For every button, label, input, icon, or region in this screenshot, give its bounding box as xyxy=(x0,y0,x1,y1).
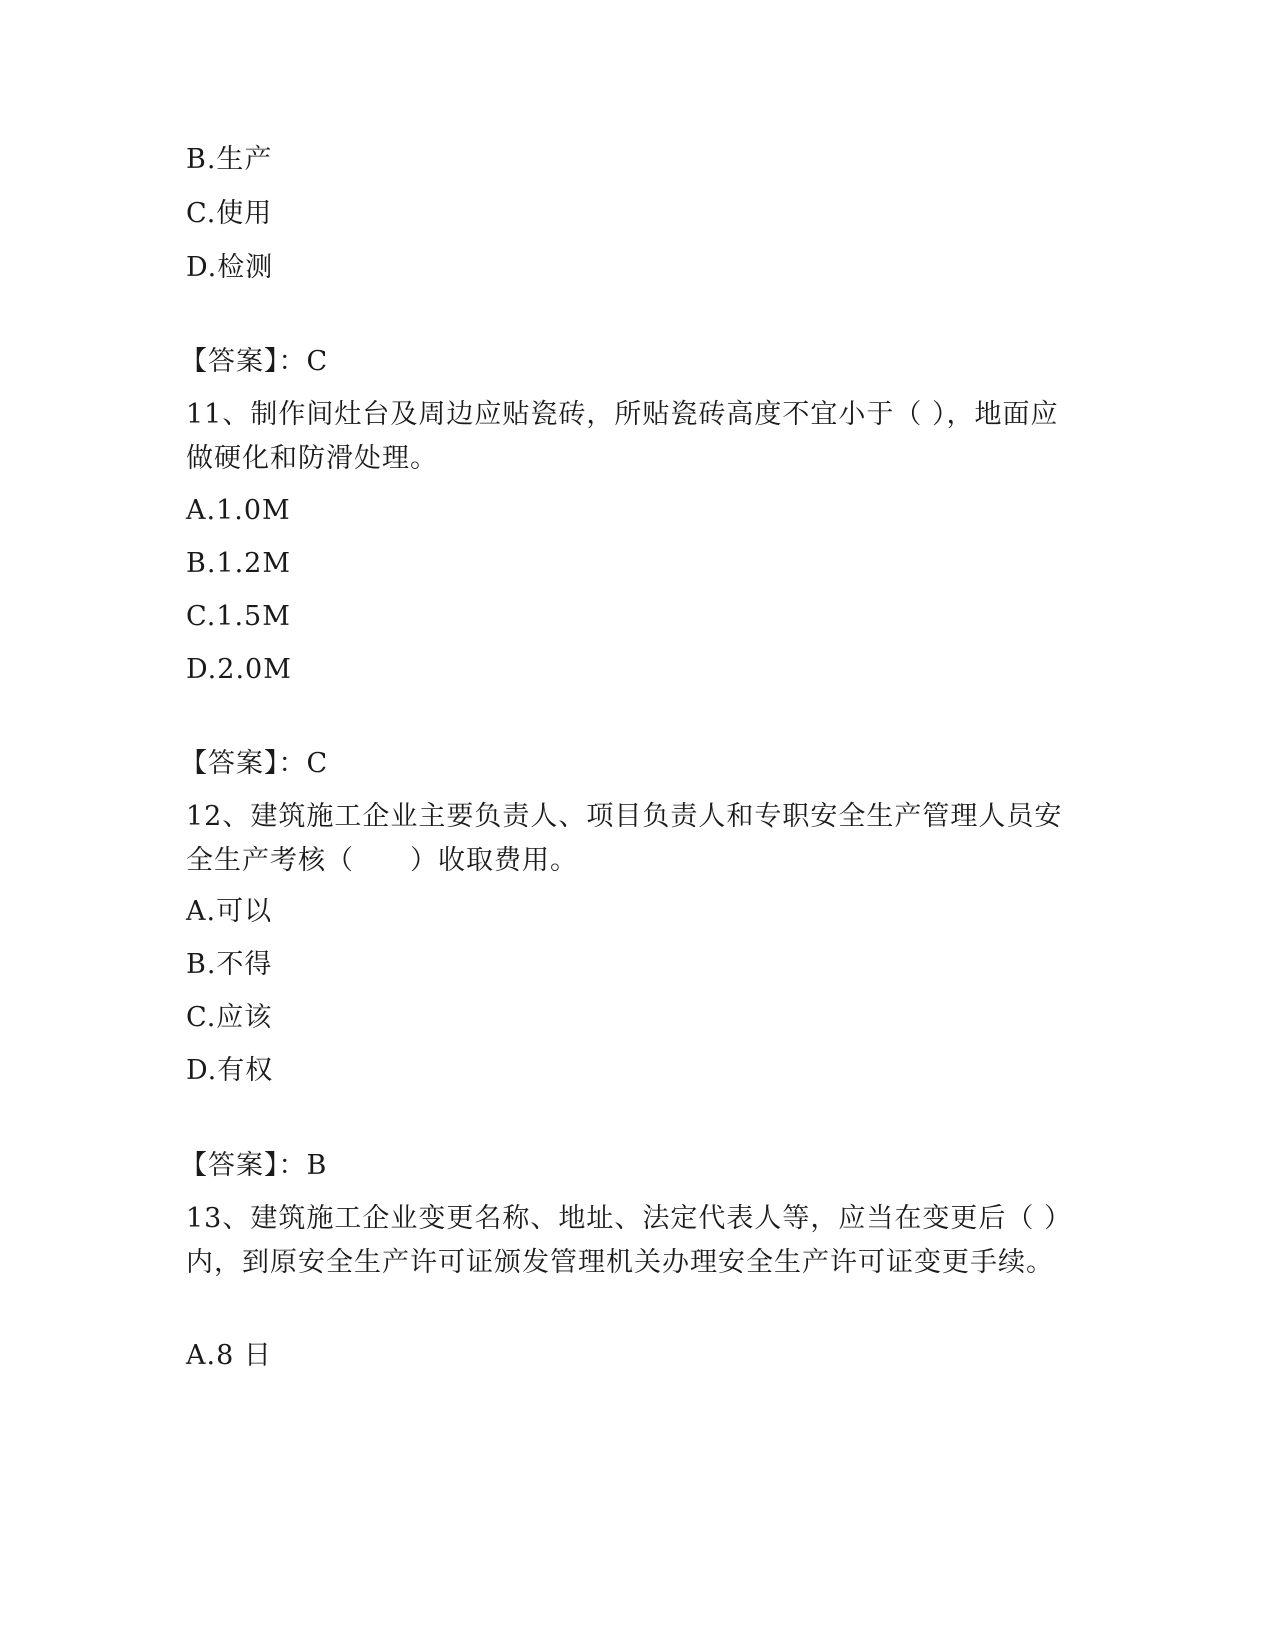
q11-option-b: B.1.2M xyxy=(186,548,292,579)
option-b: B.生产 xyxy=(186,144,273,175)
q11-option-c: C.1.5M xyxy=(186,601,291,632)
answer-line xyxy=(180,346,328,378)
question-11-stem: 11、制作间灶台及周边应贴瓷砖，所贴瓷砖高度不宜小于（ ），地面应做硬化和防滑处理。 xyxy=(186,399,1059,474)
q12-option-b: B.不得 xyxy=(186,949,273,980)
q12-option-d: D.有权 xyxy=(186,1055,274,1086)
question-13-stem: 13、建筑施工企业变更名称、地址、法定代表人等，应当在变更后（ ）内，到原安全生产许可证颁发管理机关办理安全生产许可证变更手续。 xyxy=(186,1203,1072,1278)
option-d: D.检测 xyxy=(186,252,274,283)
question-12-stem: 12、建筑施工企业主要负责人、项目负责人和专职安全生产管理人员安全生产考核（ ）收取费用。 xyxy=(186,801,1063,876)
option-c: C.使用 xyxy=(186,198,273,229)
answer-value: C xyxy=(306,346,329,377)
answer-label: 【答案】： xyxy=(180,748,307,779)
answer-label: 【答案】： xyxy=(180,1150,307,1181)
answer-value: B xyxy=(306,1150,328,1181)
q13-option-a: A.8 日 xyxy=(186,1340,272,1371)
q12-answer-line xyxy=(180,1150,327,1182)
q11-option-d: D.2.0M xyxy=(186,654,292,685)
q12-option-a: A.可以 xyxy=(186,896,273,927)
q11-option-a: A.1.0M xyxy=(186,495,291,526)
q11-answer-line xyxy=(180,748,328,780)
answer-value: C xyxy=(306,748,329,779)
answer-label: 【答案】： xyxy=(180,346,307,377)
q12-option-c: C.应该 xyxy=(186,1002,273,1033)
